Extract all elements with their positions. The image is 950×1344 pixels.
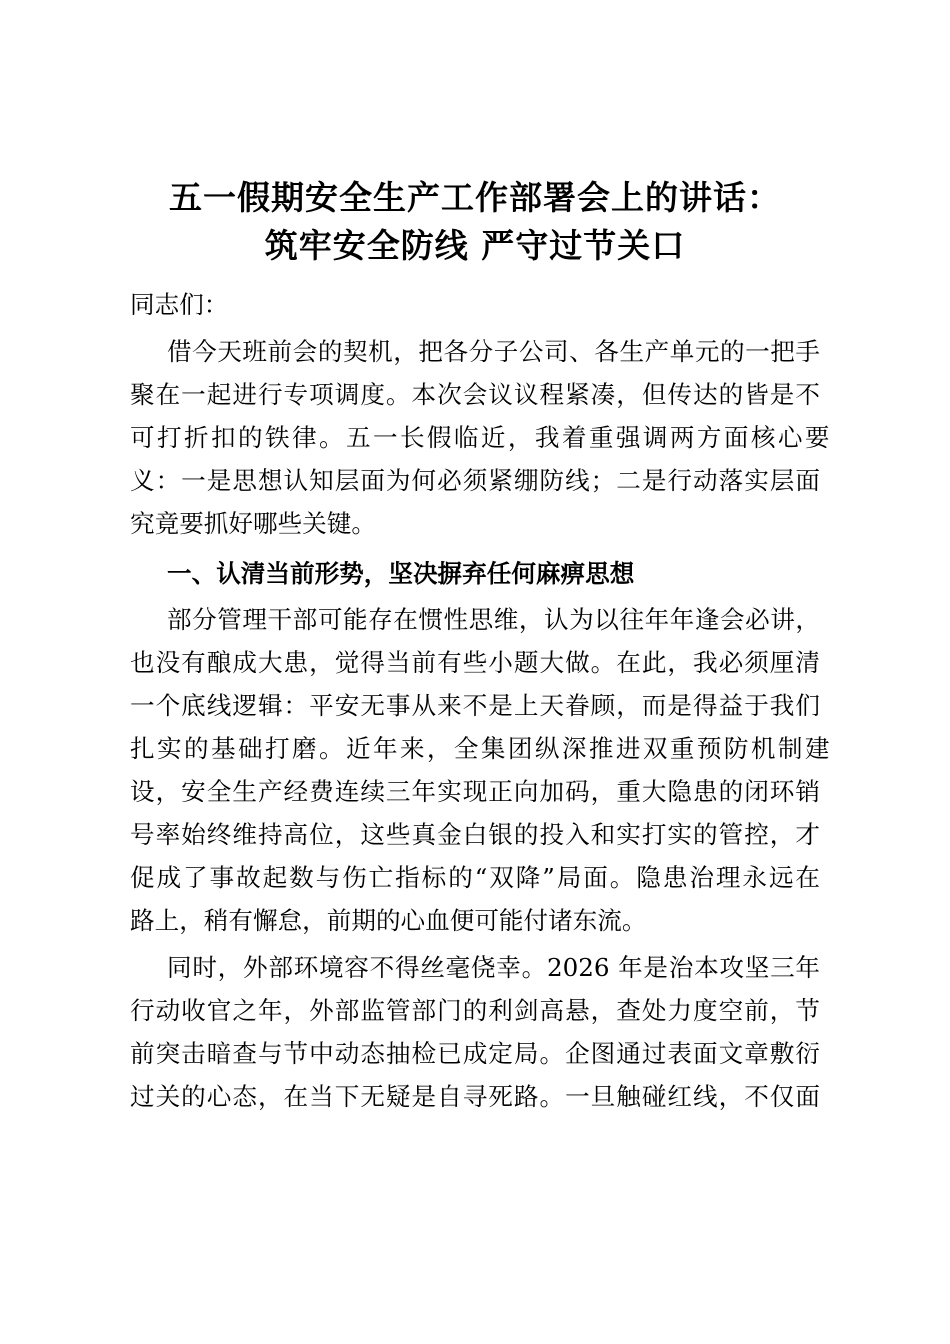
section-heading: 一、认清当前形势，坚决摒弃任何麻痹思想: [167, 559, 635, 588]
paragraph-line: 部分管理干部可能存在惯性思维，认为以往年年逢会必讲，: [167, 605, 820, 634]
paragraph-line: 同时，外部环境容不得丝毫侥幸。2026 年是治本攻坚三年: [167, 953, 820, 982]
paragraph-line: 促成了事故起数与伤亡指标的“双降”局面。隐患治理永远在: [130, 863, 820, 892]
paragraph-line: 究竟要抓好哪些关键。: [130, 509, 376, 538]
paragraph-line: 扎实的基础打磨。近年来，全集团纵深推进双重预防机制建: [130, 734, 832, 763]
paragraph-line: 一个底线逻辑：平安无事从来不是上天眷顾，而是得益于我们: [130, 691, 820, 720]
paragraph-line: 行动收官之年，外部监管部门的利剑高悬，查处力度空前，节: [130, 996, 820, 1025]
page-title: 五一假期安全生产工作部署会上的讲话：: [169, 178, 781, 217]
paragraph-line: 聚在一起进行专项调度。本次会议议程紧凑，但传达的皆是不: [130, 380, 820, 409]
paragraph-line: 过关的心态，在当下无疑是自寻死路。一旦触碰红线，不仅面: [130, 1082, 820, 1111]
paragraph-line: 路上，稍有懈怠，前期的心血便可能付诸东流。: [130, 906, 647, 935]
paragraph-line: 号率始终维持高位，这些真金白银的投入和实打实的管控，才: [130, 820, 820, 849]
paragraph-line: 借今天班前会的契机，把各分子公司、各生产单元的一把手: [167, 337, 820, 366]
paragraph-line: 设，安全生产经费连续三年实现正向加码，重大隐患的闭环销: [130, 777, 820, 806]
paragraph-line: 前突击暗查与节中动态抽检已成定局。企图通过表面文章敷衍: [130, 1039, 820, 1068]
page-subtitle: 筑牢安全防线 严守过节关口: [264, 226, 686, 265]
paragraph-line: 也没有酿成大患，觉得当前有些小题大做。在此，我必须厘清: [130, 648, 820, 677]
paragraph-line: 可打折扣的铁律。五一长假临近，我着重强调两方面核心要: [130, 423, 832, 452]
paragraph-line: 义：一是思想认知层面为何必须紧绷防线；二是行动落实层面: [130, 466, 820, 495]
salutation: 同志们：: [130, 290, 229, 319]
